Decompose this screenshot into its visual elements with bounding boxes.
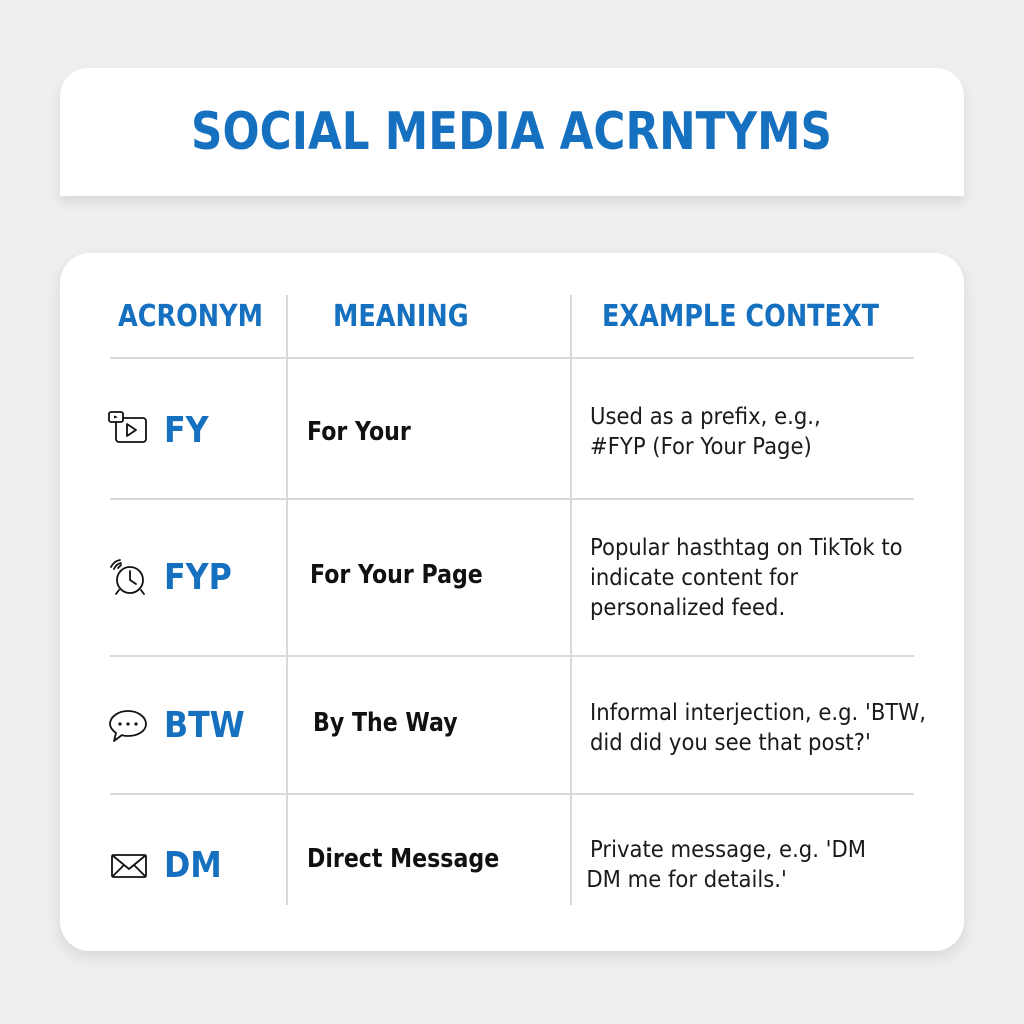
table-row-acronym [106, 703, 256, 747]
table-row-acronym [106, 843, 230, 887]
meaning-label: By The Way [313, 708, 458, 738]
acronym-label: FYP [164, 556, 232, 598]
header-example-context: EXAMPLE CONTEXT [602, 299, 880, 334]
column-divider [286, 295, 288, 905]
context-text [590, 402, 903, 462]
context-line: indicate content for [590, 565, 799, 591]
context-line: Private message, e.g. 'DM [590, 837, 867, 863]
header-acronym: ACRONYM [118, 299, 263, 334]
meaning-label: For Your Page [310, 560, 483, 590]
acronym-table [60, 253, 964, 951]
acronym-label: FY [164, 409, 209, 451]
header-meaning: MEANING [333, 299, 469, 334]
column-divider [570, 295, 572, 905]
title-banner [60, 68, 964, 196]
chat-bubble-icon [106, 703, 150, 747]
context-line: #FYP (For Your Page) [590, 434, 812, 460]
alarm-clock-icon [106, 555, 150, 599]
table-row-acronym [106, 408, 215, 452]
context-line: personalized feed. [590, 595, 786, 621]
meaning-label: Direct Message [307, 844, 500, 874]
context-text [590, 533, 903, 623]
row-divider [110, 498, 914, 500]
row-divider [110, 357, 914, 359]
context-line: Informal interjection, e.g. 'BTW, [590, 700, 926, 726]
context-line: did did you see that post?' [590, 730, 871, 756]
envelope-icon [106, 843, 150, 887]
video-play-icon [106, 408, 150, 452]
acronym-label: BTW [164, 704, 245, 746]
row-divider [110, 655, 914, 657]
context-line: Popular hasthtag on TikTok to [590, 535, 903, 561]
row-divider [110, 793, 914, 795]
meaning-label: For Your [307, 417, 411, 447]
context-text [590, 698, 926, 758]
table-row-acronym [106, 555, 241, 599]
context-line: Used as a prefix, e.g., [590, 404, 821, 430]
page-title: SOCIAL MEDIA ACRNTYMS [191, 102, 833, 162]
acronym-label: DM [164, 844, 222, 886]
context-text [586, 835, 903, 895]
context-line: DM me for details.' [586, 867, 787, 893]
